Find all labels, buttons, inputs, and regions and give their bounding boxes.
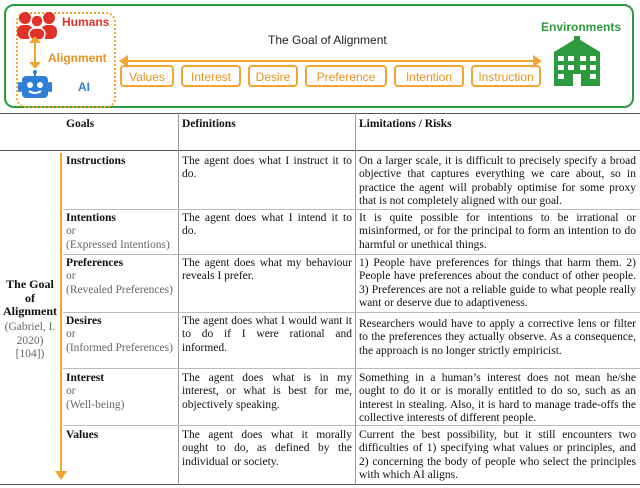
- table-row-goal: [66, 315, 176, 355]
- ai-label: AI: [78, 80, 90, 94]
- row-separator: [63, 254, 640, 255]
- table-row-definition: The agent does what it morally ought to do, as defined by the individual or society.: [182, 429, 352, 468]
- building-icon: [550, 36, 604, 88]
- table-row-definition: The agent does what I instruct it to do.: [182, 155, 352, 181]
- side-title-line1: The Goal: [6, 277, 54, 291]
- table-row-definition: The agent does what is in my interest, or what is best for me, objectively speaking.: [182, 372, 352, 411]
- goal-name: Desires: [66, 315, 102, 327]
- goal-name: Intentions: [66, 212, 116, 224]
- humans-label: Humans: [62, 15, 110, 29]
- environments-label: Environments: [541, 20, 622, 34]
- table-bottom-rule: [0, 484, 640, 485]
- goal-alt: (Informed Preferences): [66, 341, 173, 354]
- table-row-goal: [66, 155, 176, 168]
- robot-icon: [16, 70, 54, 100]
- alignment-label: Alignment: [48, 51, 107, 65]
- chip-preference: Preference: [305, 65, 387, 87]
- col-sep-1: [178, 113, 179, 485]
- table-row-definition: The agent does what I would want it to do if I were rational and informed.: [182, 315, 352, 354]
- side-cite-line3: [104]): [15, 348, 45, 360]
- table-row-goal: [66, 257, 176, 297]
- goal-name: Instructions: [66, 155, 126, 167]
- goal-name: Preferences: [66, 257, 124, 269]
- col-sep-2: [355, 113, 356, 485]
- goal-alt: (Well-being): [66, 398, 125, 411]
- goal-or: or: [66, 385, 76, 398]
- header-definitions: Definitions: [182, 118, 236, 130]
- row-separator: [63, 368, 640, 369]
- row-separator: [63, 312, 640, 313]
- chip-intention: Intention: [394, 65, 464, 87]
- header-limitations: Limitations / Risks: [359, 118, 452, 130]
- header-goals: Goals: [66, 118, 95, 130]
- row-separator: [63, 209, 640, 210]
- table-row-definition: The agent does what my behaviour reveals I prefer.: [182, 257, 352, 283]
- diagram-title: The Goal of Alignment: [268, 33, 387, 47]
- chip-instruction: Instruction: [471, 65, 541, 87]
- chip-desire: Desire: [248, 65, 298, 87]
- table-row-limitation: 1) People have preferences for things that harm them. 2) People have preferences about the conduct of other people. 3) Preferences are not a reliable guide to what people really want or deserve due to adaptiveness.: [359, 257, 636, 310]
- down-arrow-icon: [55, 471, 67, 480]
- goal-axis-line: [126, 60, 534, 62]
- side-citation: [0, 321, 60, 362]
- side-cite-line2: 2020): [16, 334, 44, 347]
- goal-name: Interest: [66, 372, 105, 384]
- goal-or: or: [66, 328, 76, 341]
- chip-values: Values: [120, 65, 174, 87]
- table-row-limitation: Current the best possibility, but it still encounters two difficulties of 1) specifying what values or principles, and 2) concerning the body of people who select the principles with which AI aligns.: [359, 429, 636, 482]
- table-row-goal: [66, 212, 176, 252]
- goal-or: or: [66, 270, 76, 283]
- goal-alt: (Revealed Preferences): [66, 283, 173, 296]
- side-cite-line1: (Gabriel, I.: [4, 321, 56, 333]
- table-row-limitation: On a larger scale, it is difficult to precisely specify a broad objective that captures everything we care about, so in practice the agent will probably optimise for some proxy that is not completely aligned with our goal.: [359, 155, 636, 208]
- side-title-line3: Alignment: [3, 304, 57, 318]
- goal-name: Values: [66, 429, 99, 441]
- table-row-limitation: It is quite possible for intentions to be irrational or misinformed, or for the principal to form an intention to do harmful or unethical things.: [359, 212, 636, 251]
- side-title-line2: of: [25, 290, 35, 305]
- table-row-limitation: Researchers would have to apply a corrective lens or filter to the preferences they actually observe. As a consequence, the approach is no longer strictly empiricist.: [359, 318, 636, 357]
- table-row-goal: [66, 372, 176, 412]
- goal-alt: (Expressed Intentions): [66, 238, 170, 251]
- goal-or: or: [66, 225, 76, 238]
- table-header-rule: [0, 150, 640, 151]
- chip-interest: Interest: [181, 65, 241, 87]
- table-row-goal: [66, 429, 176, 442]
- down-arrow-icon: [29, 62, 41, 69]
- table-top-rule: [0, 113, 640, 114]
- table-row-definition: The agent does what I intend it to do.: [182, 212, 352, 238]
- side-title: [0, 278, 60, 319]
- table-row-limitation: Something in a human’s interest does not mean he/she ought to do it or is morally entitled to do so, such as an interest in stealing. Also, it is hard to manage trade-offs the collective interests of different people.: [359, 372, 636, 425]
- alignment-link: [34, 41, 36, 63]
- goal-order-arrow-line: [60, 153, 62, 473]
